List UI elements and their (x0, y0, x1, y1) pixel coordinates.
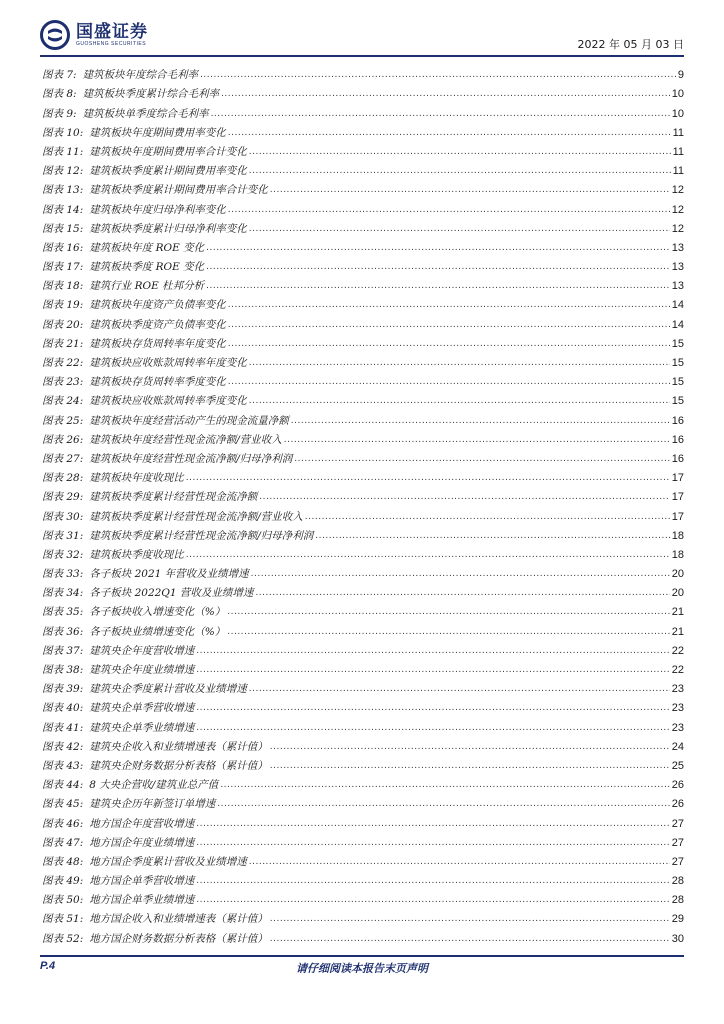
page-ref: 12 (671, 184, 684, 197)
figure-title: 8 大央企营收/建筑业总产值 (89, 779, 219, 792)
dot-leader (270, 741, 670, 754)
dot-leader (249, 683, 670, 696)
figure-number: 图表 49: (42, 875, 84, 888)
dot-leader (249, 357, 670, 370)
brand-name-en: GUOSHENG SECURITIES (76, 40, 147, 47)
dot-leader (315, 530, 669, 543)
page-ref: 16 (671, 433, 684, 446)
toc-entry[interactable] (42, 408, 684, 427)
toc-entry[interactable] (42, 332, 684, 351)
dot-leader (305, 511, 670, 524)
figure-title: 建筑板块应收账款周转率年度变化 (89, 357, 247, 369)
page-ref: 24 (671, 740, 684, 753)
footer-divider (40, 955, 684, 957)
figure-number: 图表 11: (42, 145, 84, 158)
dot-leader (196, 818, 670, 831)
figure-number: 图表 30: (42, 510, 84, 523)
page-number: P.4 (40, 960, 56, 972)
toc-entry-label (42, 837, 194, 850)
dot-leader (270, 184, 670, 197)
page-ref: 9 (677, 69, 684, 82)
figure-title: 建筑板块季度收现比 (89, 548, 184, 561)
toc-entry[interactable] (42, 696, 684, 715)
figure-title: 建筑板块存货周转率季度变化 (89, 376, 226, 389)
figure-number: 图表 35: (42, 606, 84, 619)
figure-number: 图表 9: (42, 107, 77, 120)
page-ref: 23 (671, 721, 684, 734)
figure-number: 图表 34: (42, 587, 84, 600)
figure-title: 建筑板块应收账款周转率季度变化 (89, 395, 247, 408)
page-ref: 26 (671, 798, 684, 811)
figure-title: 各子板块 2022Q1 营收及业绩增速 (89, 587, 254, 600)
toc-entry[interactable] (42, 312, 684, 331)
figure-number: 图表 26: (42, 433, 84, 446)
dot-leader (228, 204, 670, 217)
dot-leader (294, 453, 669, 466)
page-ref: 13 (671, 280, 684, 293)
toc-entry-label (42, 415, 289, 428)
toc-entry[interactable] (42, 140, 684, 159)
toc-entry[interactable] (42, 82, 684, 101)
toc-entry[interactable] (42, 562, 684, 581)
figure-title: 建筑板块季度累计归母净利率变化 (89, 222, 247, 235)
page-ref: 25 (671, 759, 684, 772)
page-ref: 30 (671, 932, 684, 945)
page-ref: 18 (671, 548, 684, 561)
dot-leader (221, 88, 670, 101)
figure-number: 图表 8: (42, 88, 77, 101)
dot-leader (284, 434, 670, 447)
toc-entry[interactable] (42, 907, 684, 926)
toc-entry-label (42, 453, 292, 466)
figure-title: 建筑央企季度累计营收及业绩增速 (89, 683, 247, 696)
dot-leader (228, 319, 670, 332)
figure-number: 图表 50: (42, 894, 84, 907)
toc-entry-label (42, 242, 204, 255)
page-ref: 27 (671, 855, 684, 868)
figure-title: 建筑板块年度经营活动产生的现金流量净额 (89, 414, 289, 427)
figure-number: 图表 52: (42, 932, 84, 945)
toc-entry-label (42, 472, 184, 485)
figure-number: 图表 46: (42, 817, 84, 830)
page-ref: 15 (671, 376, 684, 389)
figure-title: 建筑板块季度累计期间费用率变化 (89, 165, 247, 178)
figure-title: 建筑央企年度业绩增速 (89, 664, 195, 676)
dot-leader (227, 606, 670, 619)
figure-title: 地方国企财务数据分析表格（累计值） (89, 932, 268, 945)
page-ref: 26 (671, 779, 684, 792)
toc-entry[interactable] (42, 524, 684, 543)
brand-name-cn: 国盛证券 (76, 21, 148, 42)
toc-entry[interactable] (42, 504, 684, 523)
page-ref: 27 (671, 836, 684, 849)
toc-entry-label (42, 645, 194, 658)
toc-entry-label (42, 146, 247, 159)
figure-number: 图表 33: (42, 568, 84, 581)
page-ref: 16 (671, 414, 684, 427)
figure-number: 图表 19: (42, 299, 84, 312)
page-ref: 20 (671, 568, 684, 581)
toc-entry-label (42, 587, 253, 600)
toc-entry-label (42, 664, 194, 677)
page-ref: 12 (671, 203, 684, 216)
toc-entry-label (42, 760, 268, 773)
figure-number: 图表 10: (42, 126, 84, 139)
toc-entry-label (42, 511, 303, 524)
figure-title: 建筑央企历年新签订单增速 (89, 798, 216, 811)
figure-number: 图表 37: (42, 644, 84, 657)
toc-entry[interactable] (42, 600, 684, 619)
toc-entry[interactable] (42, 735, 684, 754)
dot-leader (270, 933, 670, 946)
figure-title: 地方国企年度营收增速 (89, 817, 195, 830)
toc-entry-label (42, 280, 204, 293)
dot-leader (196, 837, 670, 850)
figure-title: 建筑板块年度经营性现金流净额/营业收入 (89, 433, 282, 446)
dot-leader (196, 645, 670, 658)
dot-leader (259, 491, 670, 504)
toc-entry-label (42, 223, 247, 236)
page-ref: 22 (671, 644, 684, 657)
figure-title: 建筑板块年度资产负债率变化 (89, 299, 226, 312)
figure-number: 图表 47: (42, 836, 84, 849)
toc-entry[interactable] (42, 217, 684, 236)
figure-title: 建筑板块存货周转率年度变化 (89, 337, 226, 350)
footer-disclaimer: 请仔细阅读本报告末页声明 (296, 962, 428, 975)
figure-title: 地方国企单季营收增速 (89, 875, 195, 888)
dot-leader (186, 472, 670, 485)
page-ref: 10 (671, 107, 684, 120)
figure-number: 图表 13: (42, 184, 84, 197)
figure-title: 建筑板块年度期间费用率变化 (89, 126, 226, 139)
page-ref: 10 (671, 88, 684, 101)
figure-number: 图表 45: (42, 798, 84, 811)
page-ref: 28 (671, 894, 684, 907)
dot-leader (228, 299, 670, 312)
toc-entry[interactable] (42, 485, 684, 504)
toc-entry[interactable] (42, 447, 684, 466)
figure-title: 建筑板块季度累计期间费用率合计变化 (89, 184, 268, 197)
figure-title: 建筑央企单季业绩增速 (89, 721, 195, 734)
page-ref: 21 (671, 606, 684, 619)
toc-entry[interactable] (42, 255, 684, 274)
page-ref: 14 (671, 318, 684, 331)
figure-number: 图表 14: (42, 203, 84, 216)
dot-leader (270, 760, 670, 773)
toc-entry-label (42, 702, 194, 715)
toc-entry[interactable] (42, 159, 684, 178)
dot-leader (251, 568, 670, 581)
toc-entry-label (42, 299, 226, 312)
toc-entry-label (42, 395, 247, 408)
figure-title: 建筑板块季度 ROE 变化 (89, 261, 205, 274)
page-ref: 15 (671, 395, 684, 408)
dot-leader (227, 626, 670, 639)
dot-leader (200, 69, 676, 82)
toc-entry[interactable] (42, 831, 684, 850)
figure-title: 地方国企季度累计营收及业绩增速 (89, 855, 247, 868)
toc-entry-label (42, 184, 268, 197)
toc-entry[interactable] (42, 639, 684, 658)
page-ref: 23 (671, 702, 684, 715)
figure-title: 建筑央企单季营收增速 (89, 702, 195, 715)
figure-number: 图表 41: (42, 721, 84, 734)
page-ref: 13 (671, 261, 684, 274)
page-ref: 12 (671, 222, 684, 235)
figure-title: 建筑板块年度 ROE 变化 (89, 241, 205, 254)
figure-title: 各子板块 2021 年营收及业绩增速 (89, 568, 249, 581)
figure-number: 图表 40: (42, 702, 84, 715)
toc-entry[interactable] (42, 658, 684, 677)
figure-number: 图表 51: (42, 913, 84, 926)
toc-entry[interactable] (42, 754, 684, 773)
figure-title: 地方国企年度业绩增速 (89, 836, 195, 849)
toc-entry[interactable] (42, 792, 684, 811)
figure-number: 图表 12: (42, 165, 84, 178)
dot-leader (249, 223, 670, 236)
toc-entry[interactable] (42, 869, 684, 888)
toc-entry[interactable] (42, 543, 684, 562)
page-ref: 17 (671, 510, 684, 523)
figure-title: 建筑板块季度累计经营性现金流净额 (89, 491, 258, 504)
dot-leader (220, 779, 669, 792)
dot-leader (249, 165, 671, 178)
figure-title: 地方国企单季业绩增速 (89, 894, 195, 907)
page-ref: 11 (672, 165, 684, 178)
page-ref: 29 (671, 913, 684, 926)
toc-entry[interactable] (42, 274, 684, 293)
figure-number: 图表 44: (42, 779, 84, 792)
figure-number: 图表 7: (42, 69, 77, 82)
figure-number: 图表 38: (42, 664, 84, 676)
figure-number: 图表 16: (42, 241, 84, 254)
figure-title: 建筑央企收入和业绩增速表（累计值） (89, 740, 268, 753)
toc-entry-label (42, 683, 247, 696)
guosheng-logo-icon (40, 20, 70, 50)
page-ref: 20 (671, 587, 684, 600)
dot-leader (249, 146, 671, 159)
page-ref: 17 (671, 472, 684, 485)
dot-leader (196, 702, 670, 715)
toc-entry-label (42, 568, 249, 581)
toc-entry[interactable] (42, 926, 684, 945)
figure-number: 图表 27: (42, 452, 84, 465)
dot-leader (196, 875, 670, 888)
dot-leader (206, 261, 670, 274)
toc-entry-label (42, 261, 204, 274)
dot-leader (196, 894, 670, 907)
brand-logo (40, 20, 148, 50)
dot-leader (206, 242, 670, 255)
figure-title: 各子板块业绩增速变化（%） (89, 625, 226, 638)
figure-title: 建筑板块年度期间费用率合计变化 (89, 145, 247, 158)
dot-leader (249, 856, 670, 869)
toc-entry-label (42, 798, 215, 811)
figure-title: 建筑行业 ROE 杜邦分析 (89, 280, 205, 293)
page-ref: 11 (672, 145, 684, 158)
page-ref: 28 (671, 875, 684, 888)
figure-number: 图表 23: (42, 376, 84, 389)
report-date: 2022 年 05 月 03 日 (577, 38, 684, 51)
figure-title: 建筑板块季度累计经营性现金流净额/归母净利润 (89, 529, 314, 542)
page-ref: 13 (671, 241, 684, 254)
figure-title: 建筑板块季度资产负债率变化 (89, 318, 226, 331)
figure-number: 图表 48: (42, 855, 84, 868)
figure-title: 建筑板块年度收现比 (89, 472, 184, 485)
toc-entry-label (42, 722, 194, 735)
toc-entry[interactable] (42, 293, 684, 312)
toc-entry-label (42, 319, 226, 332)
page-ref: 14 (671, 299, 684, 312)
toc-entry-label (42, 933, 268, 946)
toc-entry-label (42, 856, 247, 869)
dot-leader (186, 549, 670, 562)
toc-entry[interactable] (42, 351, 684, 370)
dot-leader (291, 415, 670, 428)
page-ref: 15 (671, 357, 684, 369)
page-header (0, 0, 724, 60)
toc-entry[interactable] (42, 677, 684, 696)
toc-entry[interactable] (42, 63, 684, 82)
toc-entry[interactable] (42, 811, 684, 830)
toc-entry[interactable] (42, 101, 684, 120)
toc-entry-label (42, 88, 219, 101)
dot-leader (196, 722, 670, 735)
dot-leader (255, 587, 669, 600)
figure-number: 图表 42: (42, 740, 84, 753)
figure-number: 图表 36: (42, 625, 84, 638)
figure-number: 图表 15: (42, 222, 84, 235)
toc-entry-label (42, 434, 282, 447)
toc-entry[interactable] (42, 178, 684, 197)
toc-entry-label (42, 741, 268, 754)
figure-number: 图表 22: (42, 357, 84, 369)
toc-entry-label (42, 376, 226, 389)
toc-entry[interactable] (42, 428, 684, 447)
figure-number: 图表 24: (42, 395, 84, 408)
figure-number: 图表 31: (42, 529, 84, 542)
dot-leader (249, 395, 670, 408)
toc-entry-label (42, 894, 194, 907)
page-ref: 23 (671, 683, 684, 696)
toc-entry-label (42, 108, 209, 121)
dot-leader (206, 280, 670, 293)
figure-title: 地方国企收入和业绩增速表（累计值） (89, 913, 268, 926)
figure-title: 建筑板块年度综合毛利率 (82, 69, 199, 82)
toc-entry-label (42, 491, 257, 504)
toc-entry[interactable] (42, 715, 684, 734)
figure-number: 图表 17: (42, 261, 84, 274)
page-ref: 21 (671, 625, 684, 638)
toc-entry-label (42, 606, 225, 619)
page-ref: 17 (671, 491, 684, 504)
toc-entry[interactable] (42, 389, 684, 408)
figure-title: 建筑央企年度营收增速 (89, 644, 195, 657)
figure-number: 图表 20: (42, 318, 84, 331)
dot-leader (196, 664, 670, 677)
figure-title: 各子板块收入增速变化（%） (89, 606, 226, 619)
toc-entry-label (42, 626, 225, 639)
dot-leader (228, 338, 670, 351)
toc-entry[interactable] (42, 773, 684, 792)
table-of-figures (42, 63, 684, 946)
toc-entry[interactable] (42, 370, 684, 389)
toc-entry-label (42, 127, 226, 140)
toc-entry-label (42, 69, 198, 82)
figure-number: 图表 25: (42, 414, 84, 427)
dot-leader (211, 108, 670, 121)
figure-title: 建筑央企财务数据分析表格（累计值） (89, 759, 268, 772)
toc-entry-label (42, 818, 194, 831)
figure-number: 图表 18: (42, 280, 84, 293)
figure-number: 图表 28: (42, 472, 84, 485)
toc-entry-label (42, 204, 226, 217)
dot-leader (270, 913, 670, 926)
toc-entry-label (42, 338, 226, 351)
figure-title: 建筑板块年度经营性现金流净额/归母净利润 (89, 452, 293, 465)
toc-entry[interactable] (42, 619, 684, 638)
page-ref: 27 (671, 817, 684, 830)
toc-entry[interactable] (42, 197, 684, 216)
toc-entry-label (42, 530, 313, 543)
toc-entry[interactable] (42, 121, 684, 140)
figure-number: 图表 32: (42, 548, 84, 561)
dot-leader (228, 376, 670, 389)
page-ref: 22 (671, 664, 684, 676)
toc-entry[interactable] (42, 888, 684, 907)
figure-number: 图表 39: (42, 683, 84, 696)
page-ref: 11 (672, 126, 684, 139)
page-ref: 16 (671, 452, 684, 465)
page-ref: 18 (671, 529, 684, 542)
page-ref: 15 (671, 337, 684, 350)
figure-title: 建筑板块年度归母净利率变化 (89, 203, 226, 216)
dot-leader (217, 798, 670, 811)
toc-entry[interactable] (42, 466, 684, 485)
figure-title: 建筑板块单季度综合毛利率 (82, 107, 209, 120)
toc-entry-label (42, 913, 268, 926)
toc-entry-label (42, 779, 218, 792)
toc-entry[interactable] (42, 850, 684, 869)
toc-entry-label (42, 165, 247, 178)
figure-title: 建筑板块季度累计综合毛利率 (82, 88, 220, 101)
toc-entry[interactable] (42, 581, 684, 600)
figure-title: 建筑板块季度累计经营性现金流净额/营业收入 (89, 510, 303, 523)
toc-entry-label (42, 549, 184, 562)
toc-entry-label (42, 875, 194, 888)
toc-entry[interactable] (42, 236, 684, 255)
toc-entry-label (42, 357, 247, 370)
header-divider (40, 55, 684, 57)
dot-leader (228, 127, 671, 140)
figure-number: 图表 43: (42, 759, 84, 772)
figure-number: 图表 21: (42, 337, 84, 350)
figure-number: 图表 29: (42, 491, 84, 504)
